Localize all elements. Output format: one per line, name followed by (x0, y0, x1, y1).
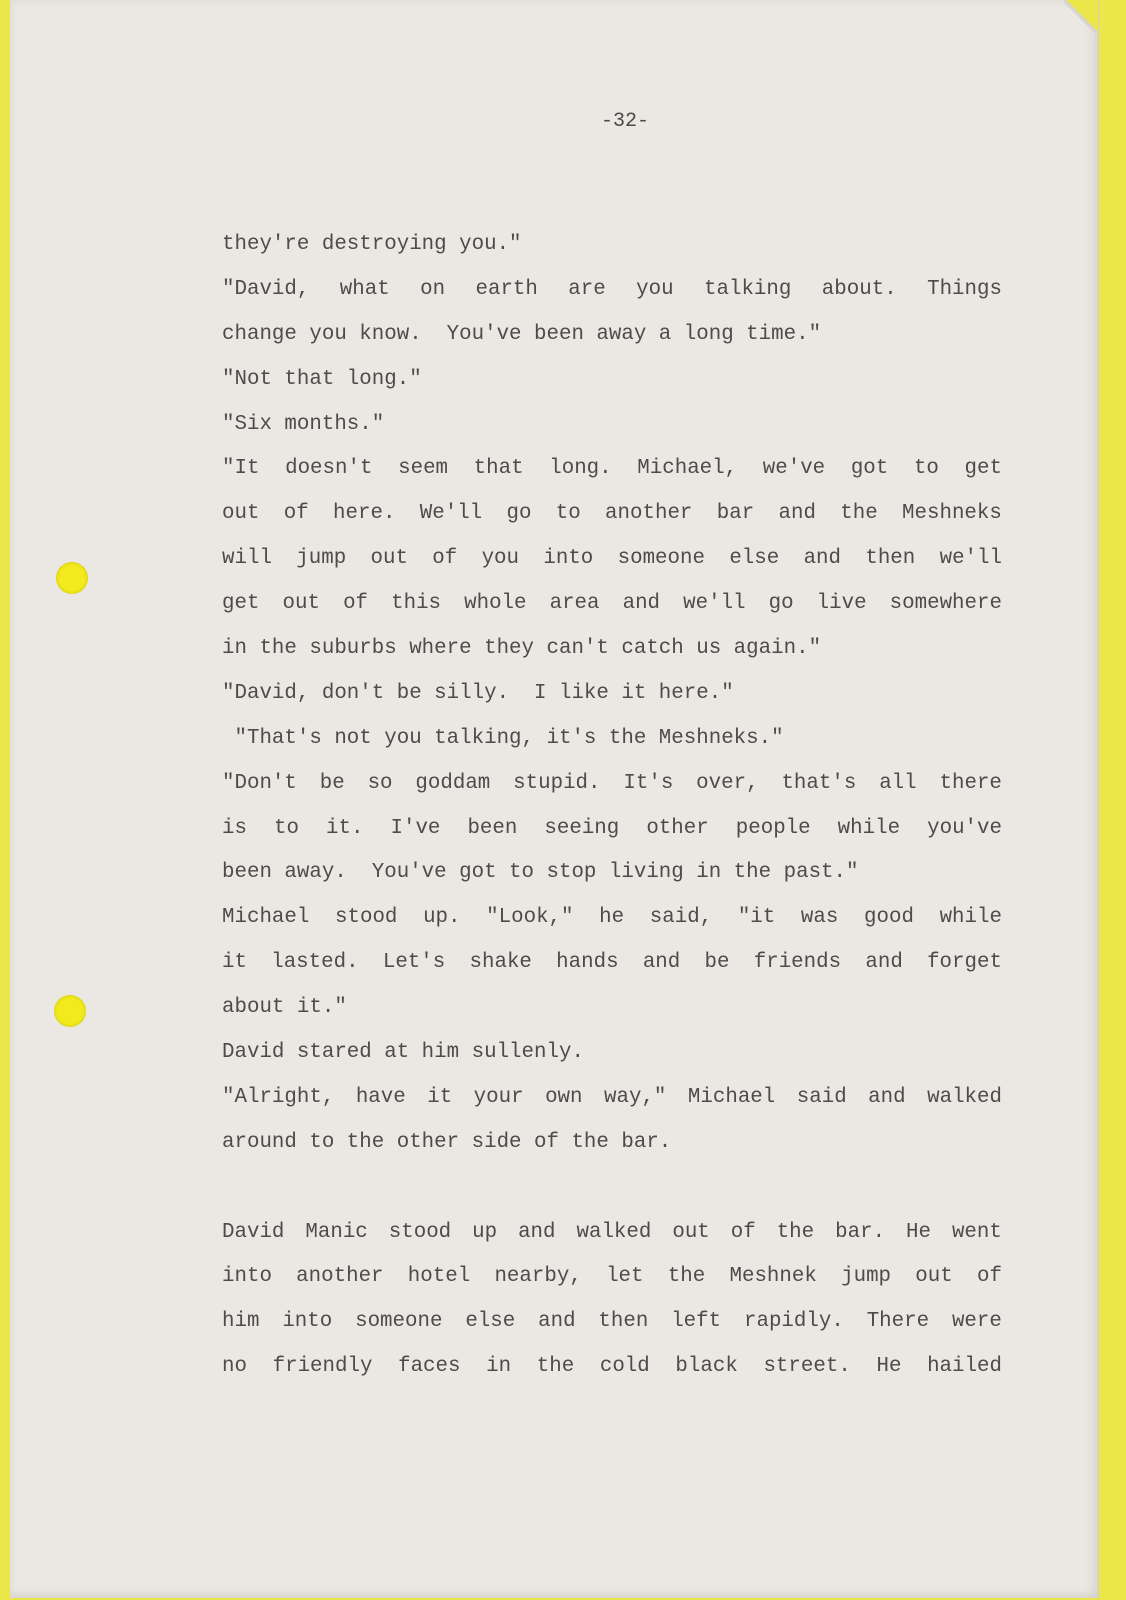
text-line: "Not that long." (222, 367, 422, 391)
text-line: Michael stood up. "Look," he said, "it was good while (222, 906, 1002, 930)
page-number: -32- (600, 110, 649, 133)
text-line: is to it. I've been seeing other people while you've (222, 816, 1002, 840)
text-line: been away. You've got to stop living in the past." (222, 861, 859, 885)
punch-hole (54, 995, 86, 1027)
text-line: "Six months." (222, 412, 385, 436)
text-line: David Manic stood up and walked out of the bar. He went (222, 1220, 1002, 1244)
folded-corner (1064, 0, 1098, 34)
body-text (222, 232, 1002, 1399)
text-line: change you know. You've been away a long time." (222, 322, 822, 346)
text-line: about it." (222, 996, 347, 1020)
text-line: "David, what on earth are you talking about. Things (222, 277, 1002, 301)
text-line: around to the other side of the bar. (222, 1130, 672, 1154)
text-line: "That's not you talking, it's the Meshneks." (222, 726, 784, 750)
text-line: they're destroying you." (222, 233, 522, 256)
text-line: him into someone else and then left rapidly. There were (222, 1310, 1002, 1334)
text-line: "It doesn't seem that long. Michael, we've got to get (222, 457, 1002, 481)
text-line: will jump out of you into someone else and then we'll (222, 547, 1002, 571)
text-line: out of here. We'll go to another bar and the Meshneks (222, 502, 1002, 526)
blank-line (222, 1175, 1002, 1220)
text-line: into another hotel nearby, let the Meshnek jump out of (222, 1265, 1002, 1289)
text-line: "David, don't be silly. I like it here." (222, 681, 734, 705)
text-line: "Alright, have it your own way," Michael said and walked (222, 1085, 1002, 1109)
text-line: in the suburbs where they can't catch us again." (222, 637, 822, 661)
text-line: get out of this whole area and we'll go live somewhere (222, 592, 1002, 616)
document-page (10, 0, 1099, 1598)
text-line: David stared at him sullenly. (222, 1041, 584, 1065)
text-line: it lasted. Let's shake hands and be friends and forget (222, 951, 1002, 975)
text-line: "Don't be so goddam stupid. It's over, that's all there (222, 771, 1002, 795)
text-line: no friendly faces in the cold black street. He hailed (222, 1355, 1002, 1379)
punch-hole (56, 562, 88, 594)
